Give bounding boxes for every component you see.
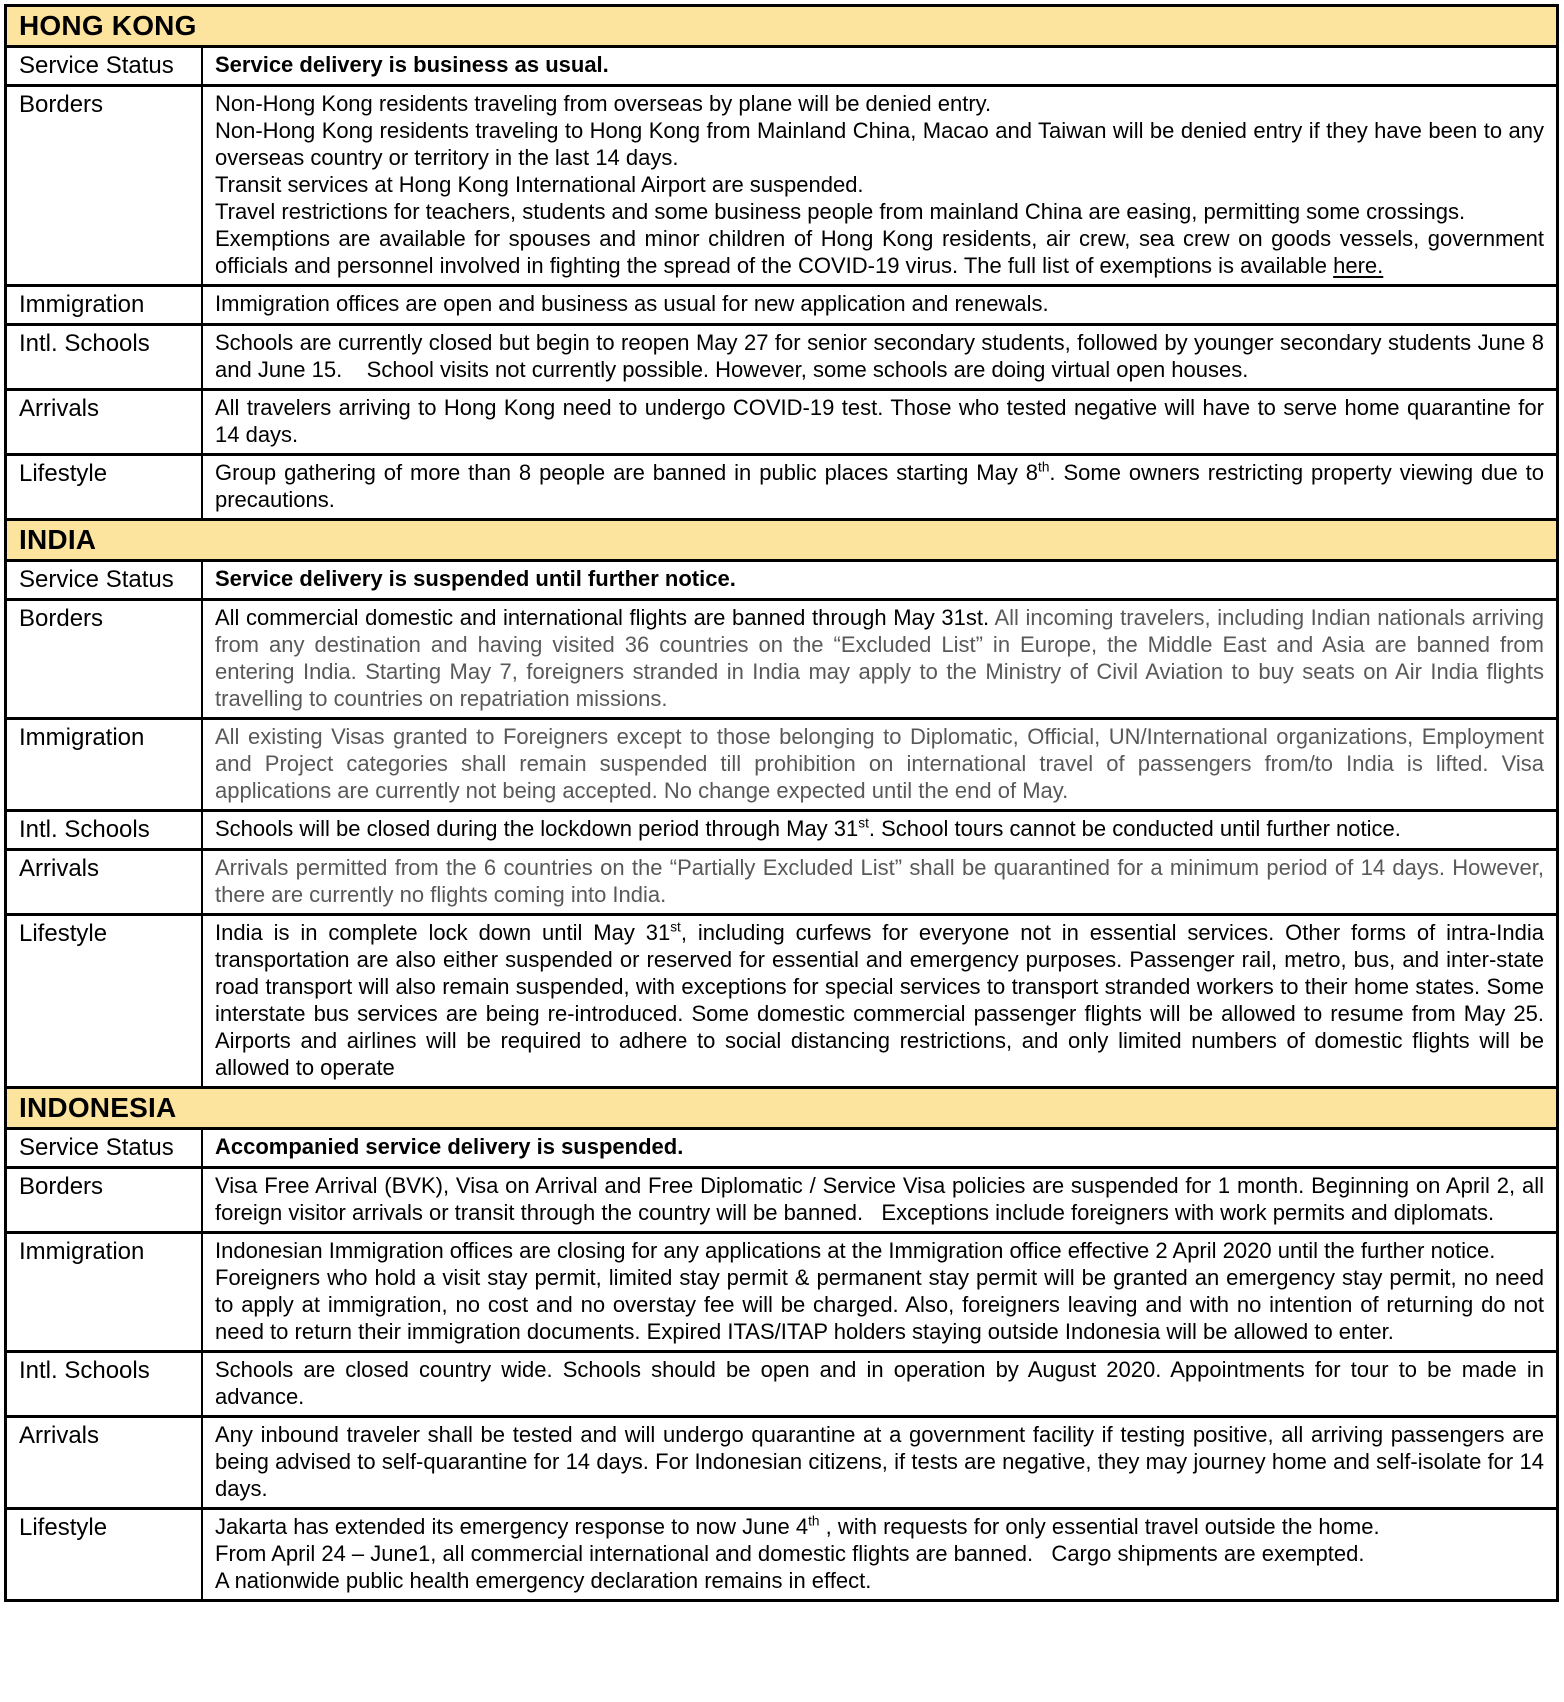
row-label: Arrivals: [7, 851, 203, 913]
row-arrivals-india: [7, 848, 1556, 913]
content-paragraph: [215, 290, 1544, 317]
text-segment: Any inbound traveler shall be tested and will undergo quarantine at a government facility if testing positive, all arriving passengers are being advised to self-quarantine for 14 days. For Indonesian citizens, if tests are negative, they may journey home and self-isolate for 14 days.: [215, 1422, 1544, 1501]
content-paragraph: [215, 1540, 1544, 1567]
row-immigration-indonesia: [7, 1231, 1556, 1350]
here-link[interactable]: here.: [1333, 253, 1384, 278]
superscript-text: th: [808, 1513, 820, 1529]
text-segment: Travel restrictions for teachers, students and some business people from mainland China are easing, permitting some crossings.: [215, 199, 1466, 224]
row-content: [203, 851, 1556, 913]
row-content: [203, 720, 1556, 809]
text-segment: Schools are currently closed but begin to reopen May 27 for senior secondary students, followed by younger secondary students June 8 and June 15. School visits not currently possible. However, some schools are doing virtual open houses.: [215, 330, 1544, 382]
row-content: [203, 601, 1556, 717]
row-label: Lifestyle: [7, 1510, 203, 1599]
row-content: [203, 87, 1556, 284]
content-paragraph: [215, 198, 1544, 225]
content-paragraph: [215, 1133, 1544, 1160]
text-segment: Indonesian Immigration offices are closing for any applications at the Immigration office effective 2 April 2020 until the further notice.: [215, 1238, 1496, 1263]
text-segment: Immigration offices are open and business as usual for new application and renewals.: [215, 291, 1049, 316]
row-content: [203, 391, 1556, 453]
content-paragraph: [215, 919, 1544, 1081]
row-content: [203, 1130, 1556, 1166]
row-label: Borders: [7, 1169, 203, 1231]
content-paragraph: [215, 723, 1544, 804]
row-intl-schools-hong-kong: [7, 323, 1556, 388]
text-segment: Jakarta has extended its emergency response to now June 4: [215, 1514, 809, 1539]
row-borders-hong-kong: [7, 84, 1556, 284]
row-immigration-india: [7, 717, 1556, 809]
content-paragraph: [215, 854, 1544, 908]
text-segment: Accompanied service delivery is suspended.: [215, 1134, 684, 1159]
text-segment: . Some owners restricting property viewing due to precautions.: [215, 460, 1544, 512]
row-label: Borders: [7, 601, 203, 717]
row-label: Arrivals: [7, 391, 203, 453]
row-content: [203, 1169, 1556, 1231]
row-content: [203, 1353, 1556, 1415]
row-label: Arrivals: [7, 1418, 203, 1507]
text-segment: All commercial domestic and international flights are banned through May 31st.: [215, 605, 995, 630]
text-segment: All incoming travelers, including Indian nationals arriving from any destination and having visited 36 countries on the “Excluded List” in Europe, the Middle East and Asia are banned from entering India. Starting May 7, foreigners stranded in India may apply to the Ministry of Civil Aviation to buy seats on Air India flights travelling to countries on repatriation missions.: [215, 605, 1544, 711]
text-segment: Transit services at Hong Kong International Airport are suspended.: [215, 172, 864, 197]
content-paragraph: [215, 394, 1544, 448]
superscript-text: st: [670, 919, 681, 935]
text-segment: All existing Visas granted to Foreigners except to those belonging to Diplomatic, Official, UN/International organizations, Employment and Project categories shall remain suspended till prohibition on international travel of passengers from/to India is lifted. Visa applications are currently not being accepted. No change expected until the end of May.: [215, 724, 1544, 803]
content-paragraph: [215, 1172, 1544, 1226]
row-service-status-indonesia: [7, 1127, 1556, 1166]
superscript-text: th: [1038, 459, 1050, 475]
content-paragraph: [215, 565, 1544, 592]
row-label: Intl. Schools: [7, 1353, 203, 1415]
row-label: Lifestyle: [7, 916, 203, 1086]
text-segment: Visa Free Arrival (BVK), Visa on Arrival and Free Diplomatic / Service Visa policies are suspended for 1 month. Beginning on April 2, all foreign visitor arrivals or transit through the country will be banned. Exceptions include foreigners with work permits and diplomats.: [215, 1173, 1544, 1225]
row-lifestyle-hong-kong: [7, 453, 1556, 518]
content-paragraph: [215, 604, 1544, 712]
content-paragraph: [215, 90, 1544, 117]
row-content: [203, 1510, 1556, 1599]
row-content: [203, 48, 1556, 84]
text-segment: Group gathering of more than 8 people are banned in public places starting May 8: [215, 460, 1039, 485]
row-label: Immigration: [7, 287, 203, 323]
row-label: Immigration: [7, 720, 203, 809]
content-paragraph: [215, 171, 1544, 198]
country-header-indonesia: INDONESIA: [7, 1086, 1556, 1127]
row-service-status-hong-kong: [7, 45, 1556, 84]
text-segment: . School tours cannot be conducted until further notice.: [868, 816, 1401, 841]
text-segment: , including curfews for everyone not in essential services. Other forms of intra-India transportation are also either suspended or reserved for essential and emergency purposes. Passenger rail, metro, bus, and inter-state road transport will also remain suspended, with exceptions for special services to transport stranded workers to their home states. Some interstate bus services are being re-introduced. Some domestic commercial passenger flights will be allowed to resume from May 25. Airports and airlines will be required to adhere to social distancing restrictions, and only limited numbers of domestic flights will be allowed to operate: [215, 920, 1544, 1080]
content-paragraph: [215, 1513, 1544, 1540]
row-arrivals-indonesia: [7, 1415, 1556, 1507]
row-label: Service Status: [7, 562, 203, 598]
row-intl-schools-indonesia: [7, 1350, 1556, 1415]
text-segment: A nationwide public health emergency declaration remains in effect.: [215, 1568, 872, 1593]
country-header-india: INDIA: [7, 518, 1556, 559]
row-immigration-hong-kong: [7, 284, 1556, 323]
text-segment: Service delivery is business as usual.: [215, 52, 609, 77]
text-segment: Service delivery is suspended until further notice.: [215, 566, 736, 591]
row-content: [203, 1234, 1556, 1350]
row-label: Intl. Schools: [7, 326, 203, 388]
row-label: Immigration: [7, 1234, 203, 1350]
row-content: [203, 1418, 1556, 1507]
row-lifestyle-india: [7, 913, 1556, 1086]
row-content: [203, 456, 1556, 518]
content-paragraph: [215, 329, 1544, 383]
row-content: [203, 287, 1556, 323]
row-label: Service Status: [7, 1130, 203, 1166]
text-segment: India is in complete lock down until May 31: [215, 920, 671, 945]
text-segment: From April 24 – June1, all commercial international and domestic flights are banned. Cargo shipments are exempted.: [215, 1541, 1365, 1566]
text-segment: Non-Hong Kong residents traveling to Hong Kong from Mainland China, Macao and Taiwan will be denied entry if they have been to any overseas country or territory in the last 14 days.: [215, 118, 1544, 170]
country-header-hong-kong: HONG KONG: [7, 7, 1556, 45]
row-label: Service Status: [7, 48, 203, 84]
content-paragraph: [215, 1421, 1544, 1502]
content-paragraph: [215, 117, 1544, 171]
content-paragraph: [215, 1567, 1544, 1594]
row-content: [203, 812, 1556, 848]
content-paragraph: [215, 1237, 1544, 1264]
row-content: [203, 562, 1556, 598]
row-intl-schools-india: [7, 809, 1556, 848]
row-borders-indonesia: [7, 1166, 1556, 1231]
row-service-status-india: [7, 559, 1556, 598]
content-paragraph: [215, 225, 1544, 279]
text-segment: Schools are closed country wide. Schools should be open and in operation by August 2020. Appointments for tour to be made in advance.: [215, 1357, 1544, 1409]
row-label: Borders: [7, 87, 203, 284]
row-content: [203, 326, 1556, 388]
row-content: [203, 916, 1556, 1086]
text-segment: All travelers arriving to Hong Kong need to undergo COVID-19 test. Those who tested negative will have to serve home quarantine for 14 days.: [215, 395, 1544, 447]
content-paragraph: [215, 51, 1544, 78]
text-segment: Schools will be closed during the lockdown period through May 31: [215, 816, 859, 841]
row-arrivals-hong-kong: [7, 388, 1556, 453]
text-segment: , with requests for only essential travel outside the home.: [819, 1514, 1380, 1539]
text-segment: Arrivals permitted from the 6 countries on the “Partially Excluded List” shall be quarantined for a minimum period of 14 days. However, there are currently no flights coming into India.: [215, 855, 1544, 907]
content-paragraph: [215, 459, 1544, 513]
text-segment: Foreigners who hold a visit stay permit, limited stay permit & permanent stay permit will be granted an emergency stay permit, no need to apply at immigration, no cost and no overstay fee will be charged. Also, foreigners leaving and with no intention of returning do not need to return their immigration documents. Expired ITAS/ITAP holders staying outside Indonesia will be allowed to enter.: [215, 1265, 1544, 1344]
superscript-text: st: [858, 815, 869, 831]
content-paragraph: [215, 1264, 1544, 1345]
row-lifestyle-indonesia: [7, 1507, 1556, 1599]
row-label: Lifestyle: [7, 456, 203, 518]
text-segment: Exemptions are available for spouses and minor children of Hong Kong residents, air crew, sea crew on goods vessels, government officials and personnel involved in fighting the spread of the COVID-19 virus. The full list of exemptions is available: [215, 226, 1544, 278]
restrictions-table: [4, 4, 1559, 1602]
row-label: Intl. Schools: [7, 812, 203, 848]
content-paragraph: [215, 815, 1544, 842]
text-segment: Non-Hong Kong residents traveling from overseas by plane will be denied entry.: [215, 91, 992, 116]
row-borders-india: [7, 598, 1556, 717]
content-paragraph: [215, 1356, 1544, 1410]
